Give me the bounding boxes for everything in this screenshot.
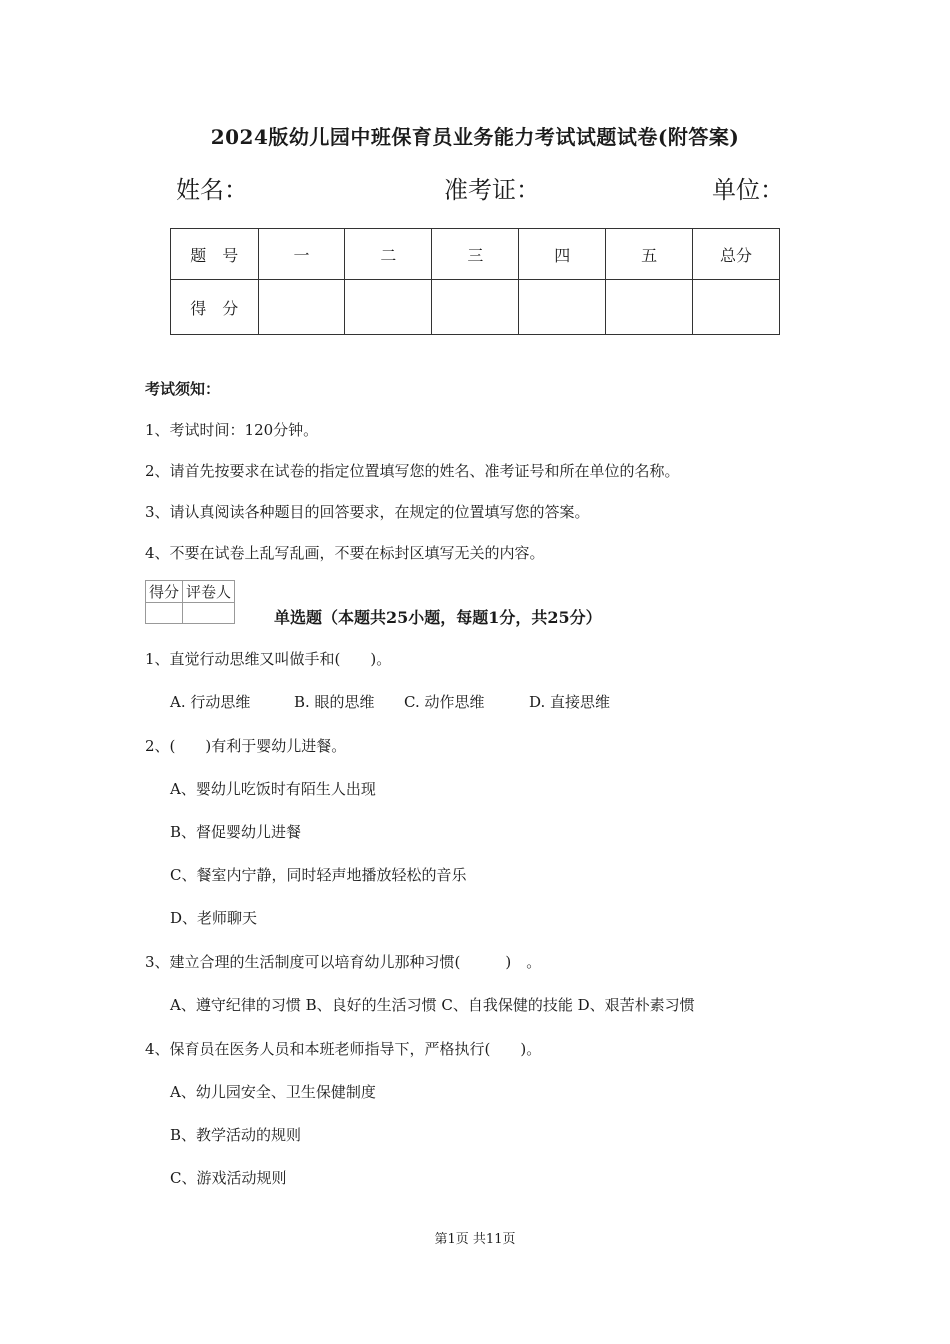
score-table-score-row [171, 280, 780, 335]
score-row-label: 得 分 [171, 280, 259, 335]
option: B、督促婴幼儿进餐 [170, 823, 302, 841]
grader-score-cell[interactable] [146, 603, 183, 624]
question-options-line: A、遵守纪律的习惯 B、良好的生活习惯 C、自我保健的技能 D、艰苦朴素习惯 [170, 996, 695, 1014]
score-cell-4[interactable] [519, 280, 606, 335]
question-options [170, 691, 610, 712]
header-cell-1: 一 [258, 229, 345, 280]
grader-box [145, 580, 235, 624]
option: A. 行动思维 [170, 693, 251, 711]
header-cell-label: 题 号 [171, 229, 259, 280]
header-cell-2: 二 [345, 229, 432, 280]
section-title: 单选题（本题共25小题，每题1分，共25分） [274, 608, 602, 627]
notice-item: 2、请首先按要求在试卷的指定位置填写您的姓名、准考证号和所在单位的名称。 [145, 462, 680, 480]
option: D、老师聊天 [170, 909, 258, 927]
option: B. 眼的思维 [294, 693, 375, 711]
header-cell-total: 总分 [693, 229, 780, 280]
option: D. 直接思维 [529, 693, 611, 711]
option: C. 动作思维 [404, 693, 485, 711]
option: A、幼儿园安全、卫生保健制度 [170, 1083, 376, 1101]
grader-reviewer-label: 评卷人 [183, 581, 235, 603]
header-cell-5: 五 [606, 229, 693, 280]
score-cell-2[interactable] [345, 280, 432, 335]
notice-item: 1、考试时间：120分钟。 [145, 421, 319, 439]
notice-item: 4、不要在试卷上乱写乱画，不要在标封区填写无关的内容。 [145, 544, 545, 562]
question-stem: 4、保育员在医务人员和本班老师指导下，严格执行( )。 [145, 1040, 542, 1058]
grader-reviewer-cell[interactable] [183, 603, 235, 624]
question-stem: 3、建立合理的生活制度可以培育幼儿那种习惯( ) 。 [145, 953, 542, 971]
name-label: 姓名： [176, 176, 248, 204]
page-footer: 第1页 共11页 [434, 1232, 516, 1247]
score-table-header-row [171, 229, 780, 280]
header-cell-4: 四 [519, 229, 606, 280]
document-title: 2024版幼儿园中班保育员业务能力考试试题试卷(附答案) [210, 125, 740, 149]
option: A、婴幼儿吃饭时有陌生人出现 [170, 780, 376, 798]
notice-heading: 考试须知： [145, 380, 221, 398]
question-stem: 1、直觉行动思维又叫做手和( )。 [145, 650, 392, 668]
score-cell-3[interactable] [432, 280, 519, 335]
unit-label: 单位： [712, 176, 784, 204]
score-cell-total[interactable] [693, 280, 780, 335]
option: C、餐室内宁静，同时轻声地播放轻松的音乐 [170, 866, 467, 884]
exam-id-label: 准考证： [444, 176, 540, 204]
option: C、游戏活动规则 [170, 1169, 287, 1187]
score-cell-1[interactable] [258, 280, 345, 335]
option: B、教学活动的规则 [170, 1126, 302, 1144]
score-cell-5[interactable] [606, 280, 693, 335]
grader-score-label: 得分 [146, 581, 183, 603]
score-table [170, 228, 780, 335]
header-cell-3: 三 [432, 229, 519, 280]
notice-item: 3、请认真阅读各种题目的回答要求，在规定的位置填写您的答案。 [145, 503, 590, 521]
question-stem: 2、( )有利于婴幼儿进餐。 [145, 737, 347, 755]
